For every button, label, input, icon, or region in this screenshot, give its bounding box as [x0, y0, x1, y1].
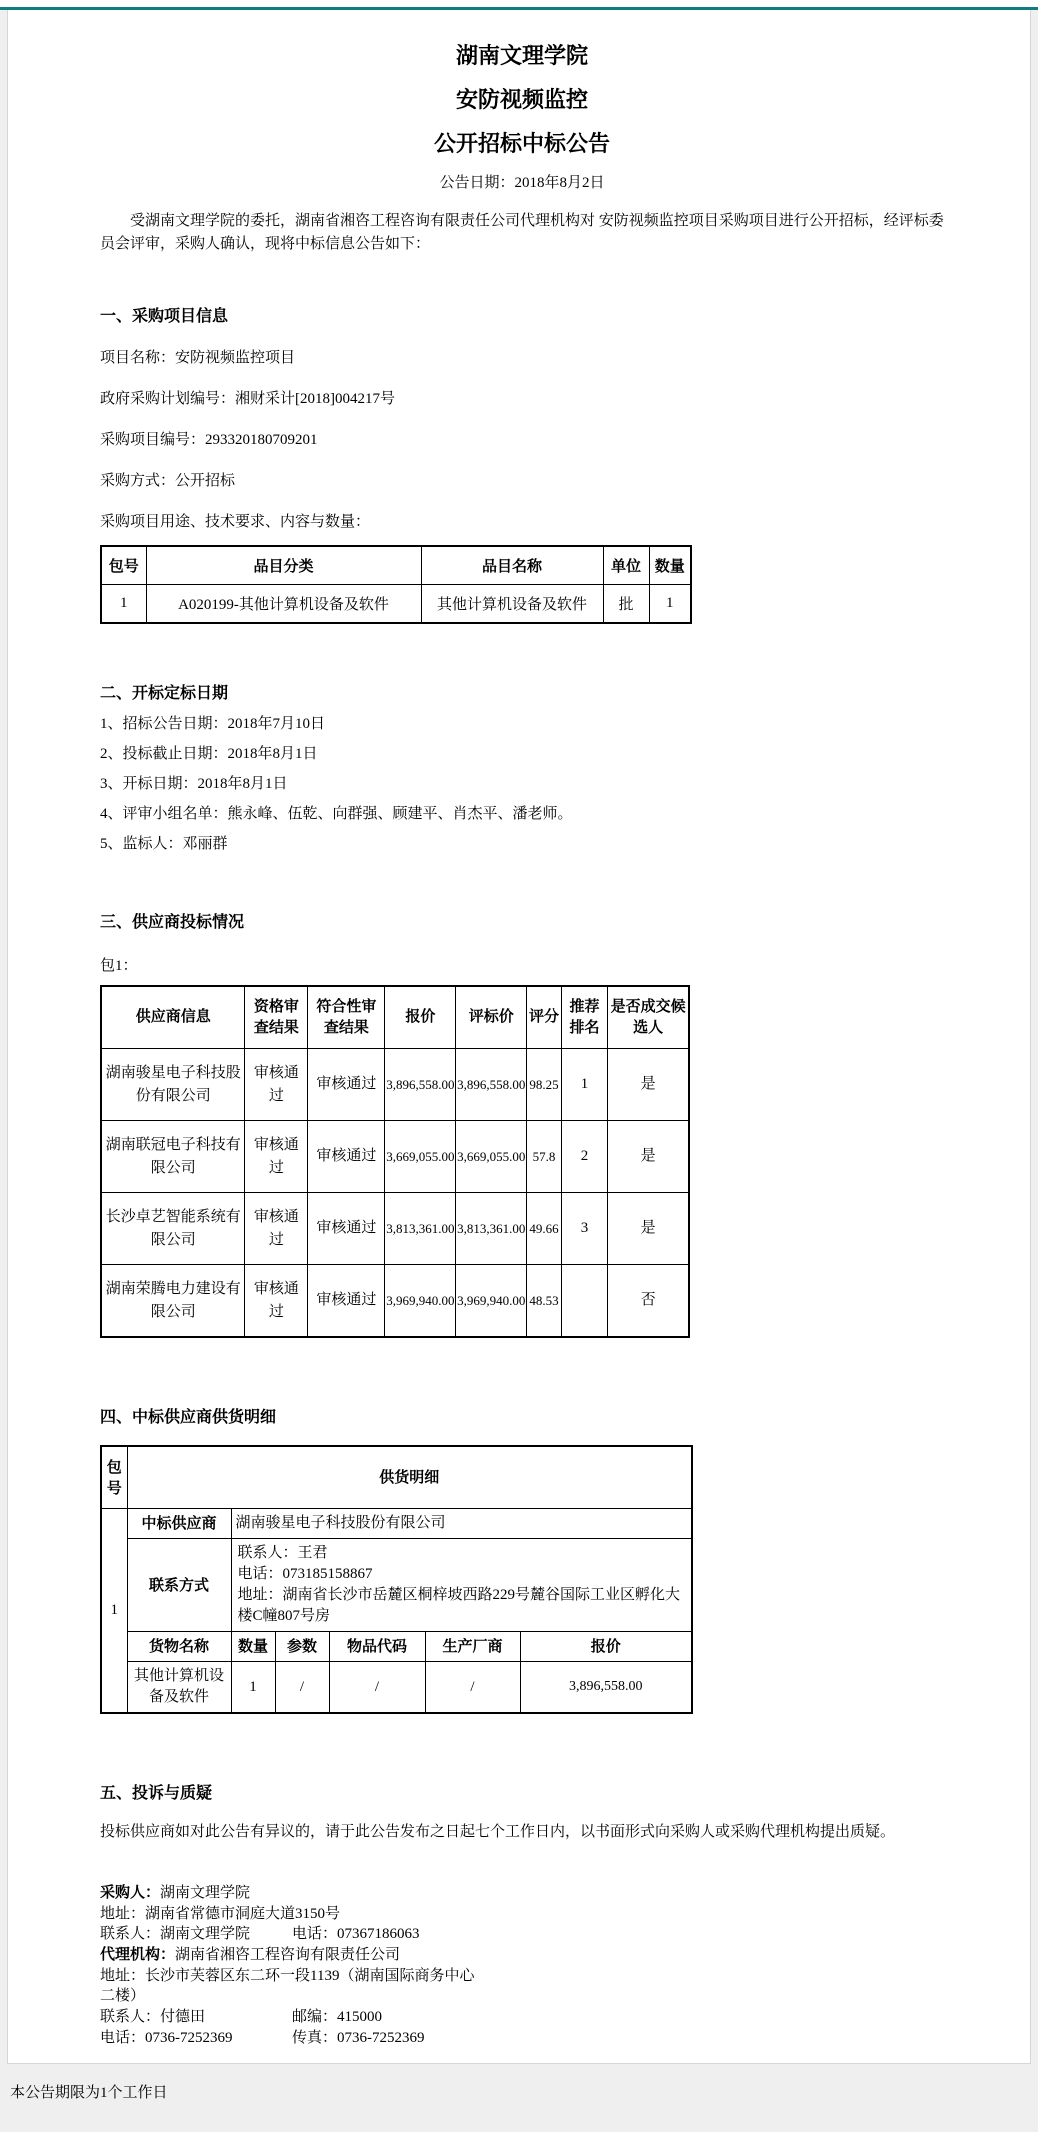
package-col-header: 包号	[101, 1446, 127, 1509]
agency-phone-line	[100, 2028, 944, 2049]
agency-label: 代理机构：	[100, 1946, 176, 1964]
header-cell: 资格审查结果	[245, 986, 308, 1049]
contact-label: 联系人：	[100, 1926, 161, 1943]
contact-left	[100, 1924, 292, 1945]
gov-plan-number-line: 政府采购计划编号：湘财采计[2018]004217号	[100, 390, 395, 407]
project-number-line: 采购项目编号：293320180709201	[100, 431, 318, 448]
header-cell: 是否成交候选人	[608, 986, 689, 1049]
title-block	[100, 39, 944, 158]
table-row	[101, 584, 691, 623]
agency-address-line2	[100, 1986, 944, 2007]
header-cell: 单位	[603, 546, 649, 585]
header-cell: 数量	[649, 546, 691, 585]
announcement-date: 公告日期：2018年8月2日	[439, 175, 605, 191]
header-cell: 参数	[275, 1632, 329, 1662]
agency-value: 湖南省湘咨工程咨询有限责任公司	[175, 1947, 401, 1964]
header-cell: 物品代码	[329, 1632, 425, 1662]
table-cell: 1	[649, 584, 691, 623]
purchaser-contact-line	[100, 1924, 944, 1945]
goods-row	[101, 1662, 692, 1714]
header-cell: 报价	[385, 986, 456, 1049]
supplier-name-cell: 湖南荣腾电力建设有限公司	[101, 1265, 245, 1338]
table-cell: 审核通过	[308, 1193, 385, 1265]
header-cell: 报价	[520, 1632, 692, 1662]
intro-paragraph: 受湖南文理学院的委托，湖南省湘咨工程咨询有限责任公司代理机构对 安防视频监控项目采购项目进行公开招标，经评标委员会评审，采购人确认，现将中标信息公告如下：	[100, 213, 944, 253]
header-cell: 推荐排名	[561, 986, 608, 1049]
page-title-project: 安防视频监控	[455, 87, 588, 112]
supplier-name-cell: 湖南联冠电子科技有限公司	[101, 1121, 245, 1193]
rank-cell: 2	[561, 1121, 608, 1193]
purchaser-label: 采购人：	[100, 1884, 161, 1901]
header-cell: 符合性审查结果	[308, 986, 385, 1049]
table-cell: 1	[101, 584, 146, 623]
winner-name-cell: 湖南骏星电子科技股份有限公司	[231, 1509, 692, 1539]
winner-row	[101, 1509, 692, 1539]
page-title-type: 公开招标中标公告	[433, 131, 610, 156]
address-value: 湖南省常德市洞庭大道3150号	[145, 1905, 341, 1922]
table-cell: 审核通过	[308, 1265, 385, 1338]
price-cell: 3,669,055.00	[385, 1121, 456, 1193]
goods-name-cell: 其他计算机设备及软件	[127, 1662, 231, 1714]
objection-paragraph: 投标供应商如对此公告有异议的，请于此公告发布之日起七个工作日内，以书面形式向采购人或采购代理机构提出质疑。	[100, 1824, 896, 1840]
table-cell: 审核通过	[245, 1121, 308, 1193]
zip-label: 邮编：	[292, 2009, 338, 2026]
price-cell: 3,969,940.00	[385, 1265, 456, 1338]
purpose-line: 采购项目用途、技术要求、内容与数量：	[100, 513, 371, 530]
supplier-name-cell: 长沙卓艺智能系统有限公司	[101, 1193, 245, 1265]
tender-announce-date-line: 1、招标公告日期：2018年7月10日	[100, 715, 326, 732]
contact-value: 湖南文理学院	[160, 1926, 251, 1943]
bid-open-date-line: 3、开标日期：2018年8月1日	[100, 775, 288, 792]
table-cell: 审核通过	[308, 1049, 385, 1121]
winner-label-cell: 中标供应商	[127, 1509, 231, 1539]
goods-price-cell: 3,896,558.00	[520, 1662, 692, 1714]
score-cell: 49.66	[527, 1193, 561, 1265]
supply-detail-table	[100, 1445, 693, 1714]
table-cell: 审核通过	[245, 1049, 308, 1121]
rank-cell: 1	[561, 1049, 608, 1121]
eval-price-cell: 3,969,940.00	[456, 1265, 527, 1338]
section2-heading: 二、开标定标日期	[100, 684, 229, 702]
package-label: 包1：	[100, 957, 138, 974]
table-row	[101, 1265, 689, 1338]
supply-table-header-row	[101, 1446, 692, 1509]
table-cell: 其他计算机设备及软件	[421, 584, 603, 623]
rank-cell: 3	[561, 1193, 608, 1265]
goods-qty-cell: 1	[231, 1662, 275, 1714]
contact-info-cell	[231, 1539, 692, 1632]
phone-value: 0736-7252369	[145, 2029, 233, 2046]
items-table	[100, 545, 692, 624]
contact-address-line: 地址：湖南省长沙市岳麓区桐梓坡西路229号麓谷国际工业区孵化大楼C幢807号房	[237, 1587, 681, 1624]
eval-price-cell: 3,813,361.00	[456, 1193, 527, 1265]
address-value-cont: 二楼）	[100, 1988, 146, 2005]
fax-value: 0736-7252369	[337, 2029, 425, 2046]
items-table-header-row	[101, 546, 691, 585]
zip-value: 415000	[337, 2009, 383, 2026]
contact-left	[100, 2007, 292, 2028]
address-value: 长沙市芙蓉区东二环一段1139（湖南国际商务中心	[145, 1967, 475, 1984]
bids-table	[100, 985, 690, 1339]
purchaser-address-line	[100, 1904, 944, 1925]
table-cell: A020199-其他计算机设备及软件	[146, 584, 421, 623]
agency-contact-line	[100, 2007, 944, 2028]
rank-cell	[561, 1265, 608, 1338]
package-number-cell: 1	[101, 1509, 127, 1714]
header-cell: 包号	[101, 546, 146, 585]
candidate-cell: 是	[608, 1049, 689, 1121]
header-cell: 生产厂商	[425, 1632, 520, 1662]
header-cell: 数量	[231, 1632, 275, 1662]
table-row	[101, 1049, 689, 1121]
contact-label-cell: 联系方式	[127, 1539, 231, 1632]
table-row	[101, 1193, 689, 1265]
top-white-strip	[0, 0, 1038, 7]
purchaser-line	[100, 1883, 944, 1904]
project-name-line: 项目名称：安防视频监控项目	[100, 349, 296, 366]
candidate-cell: 是	[608, 1193, 689, 1265]
table-cell: 批	[603, 584, 649, 623]
table-cell: 审核通过	[308, 1121, 385, 1193]
announcement-document	[7, 10, 1031, 2064]
bid-deadline-line: 2、投标截止日期：2018年8月1日	[100, 745, 318, 762]
table-row	[101, 1121, 689, 1193]
fax-label: 传真：	[292, 2029, 338, 2046]
phone-left	[100, 2028, 292, 2049]
address-label: 地址：	[100, 1967, 146, 1984]
bids-table-header-row	[101, 986, 689, 1049]
header-cell: 货物名称	[127, 1632, 231, 1662]
eval-price-cell: 3,896,558.00	[456, 1049, 527, 1121]
validity-note: 本公告期限为1个工作日	[10, 2084, 168, 2101]
contact-label: 联系人：	[100, 2009, 161, 2026]
phone-label: 电话：	[292, 1926, 338, 1943]
goods-manufacturer-cell: /	[425, 1662, 520, 1714]
section4-heading: 四、中标供应商供货明细	[100, 1409, 277, 1426]
purchaser-value: 湖南文理学院	[160, 1885, 251, 1901]
contacts-block	[100, 1883, 944, 2049]
candidate-cell: 是	[608, 1121, 689, 1193]
procurement-method-line: 采购方式：公开招标	[100, 472, 236, 489]
phone-value: 07367186063	[337, 1926, 420, 1943]
price-cell: 3,813,361.00	[385, 1193, 456, 1265]
header-cell: 评标价	[456, 986, 527, 1049]
table-cell: 审核通过	[245, 1265, 308, 1338]
eval-price-cell: 3,669,055.00	[456, 1121, 527, 1193]
contact-row	[101, 1539, 692, 1632]
header-cell: 品目分类	[146, 546, 421, 585]
header-cell: 供应商信息	[101, 986, 245, 1049]
candidate-cell: 否	[608, 1265, 689, 1338]
contact-value: 付德田	[160, 2009, 206, 2026]
contact-person-line: 联系人：王君	[237, 1545, 328, 1561]
section1-heading: 一、采购项目信息	[100, 307, 229, 325]
contact-phone-line: 电话：073185158867	[237, 1566, 373, 1582]
agency-address-line	[100, 1966, 944, 1987]
score-cell: 98.25	[527, 1049, 561, 1121]
table-cell: 审核通过	[245, 1193, 308, 1265]
price-cell: 3,896,558.00	[385, 1049, 456, 1121]
goods-param-cell: /	[275, 1662, 329, 1714]
score-cell: 57.8	[527, 1121, 561, 1193]
header-cell: 评分	[527, 986, 561, 1049]
score-cell: 48.53	[527, 1265, 561, 1338]
section3-heading: 三、供应商投标情况	[100, 913, 245, 931]
goods-header-row	[101, 1632, 692, 1662]
review-panel-line: 4、评审小组名单：熊永峰、伍乾、向群强、顾建平、肖杰平、潘老师。	[100, 805, 573, 822]
section5-heading: 五、投诉与质疑	[100, 1785, 213, 1802]
goods-code-cell: /	[329, 1662, 425, 1714]
header-cell: 品目名称	[421, 546, 603, 585]
page-title-org: 湖南文理学院	[455, 43, 588, 68]
supplier-name-cell: 湖南骏星电子科技股份有限公司	[101, 1049, 245, 1121]
supervisor-line: 5、监标人：邓丽群	[100, 835, 228, 852]
agency-line	[100, 1945, 944, 1966]
phone-label: 电话：	[100, 2029, 146, 2046]
detail-title-cell: 供货明细	[127, 1446, 692, 1509]
address-label: 地址：	[100, 1905, 146, 1922]
